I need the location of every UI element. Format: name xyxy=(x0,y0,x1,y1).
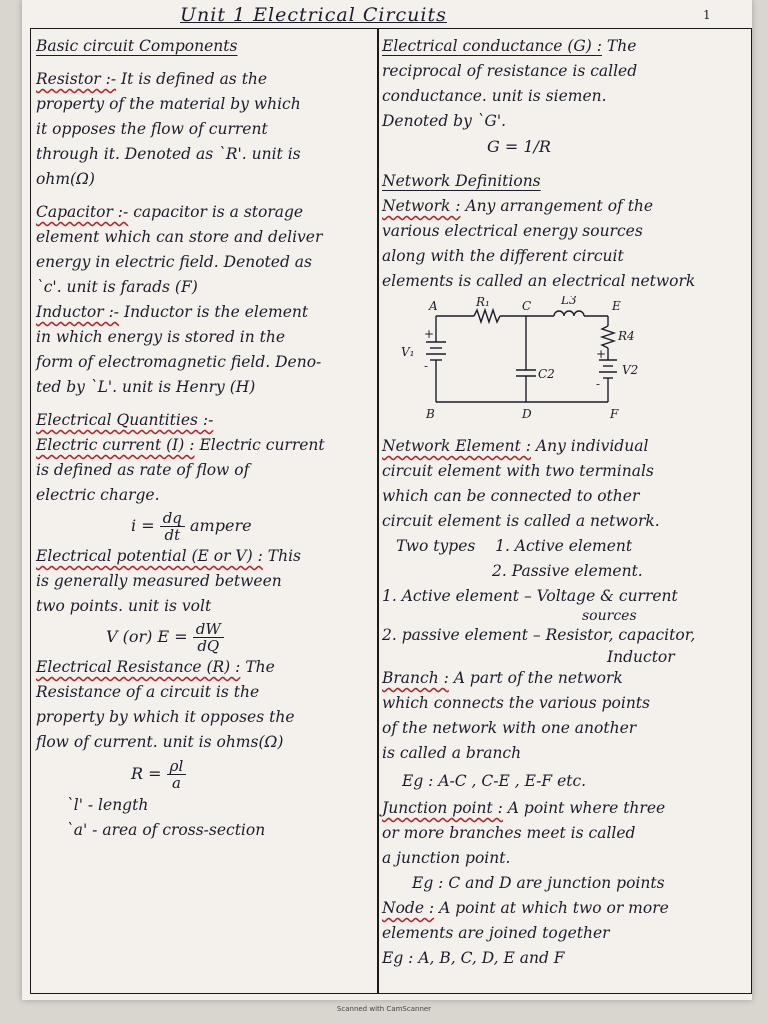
capacitor-text: element which can store and deliver xyxy=(36,228,323,246)
network-definitions-heading: Network Definitions xyxy=(382,172,541,190)
component-label: V2 xyxy=(622,363,639,377)
node-label: F xyxy=(610,407,619,421)
resistance-label: Electrical Resistance (R) : xyxy=(36,658,241,676)
page-number: 1 xyxy=(703,8,711,22)
node-label: B xyxy=(426,407,435,421)
capacitor-text: `c'. unit is farads (F) xyxy=(36,278,198,296)
network-element-text: which can be connected to other xyxy=(382,487,640,505)
resistor-text: ohm(Ω) xyxy=(36,170,95,188)
inductor-text: form of electromagnetic field. Deno- xyxy=(36,353,322,371)
node-text: elements are joined together xyxy=(382,924,610,942)
network-element-text: circuit element with two terminals xyxy=(382,462,654,480)
polarity-label: + xyxy=(424,327,435,341)
resistance-formula: R = $\frac{\rho l}{a}$ xyxy=(36,755,374,793)
potential-label: Electrical potential (E or V) : xyxy=(36,547,263,565)
component-label: C2 xyxy=(538,367,555,381)
component-label: V₁ xyxy=(401,345,415,359)
resistor-text: it opposes the flow of current xyxy=(36,120,268,138)
page-title: Unit 1 Electrical Circuits xyxy=(180,4,447,26)
basic-components-heading: Basic circuit Components xyxy=(36,37,238,55)
types-line: 2. Passive element. xyxy=(492,562,643,580)
node-example: Eg : A, B, C, D, E and F xyxy=(382,949,565,967)
conductance-text: The xyxy=(606,37,637,55)
potential-text: This xyxy=(267,547,301,565)
resistor-text: It is defined as the xyxy=(121,70,268,88)
conductance-formula: G = 1/R xyxy=(487,137,551,156)
circuit-diagram xyxy=(396,296,646,424)
inductor-text: ted by `L'. unit is Henry (H) xyxy=(36,378,256,396)
network-text: Any arrangement of the xyxy=(465,197,654,215)
branch-text: which connects the various points xyxy=(382,694,650,712)
definition-line: 1. Active element – Voltage & current xyxy=(382,587,678,605)
resistance-text: flow of current. unit is ohms(Ω) xyxy=(36,733,284,751)
branch-text: is called a branch xyxy=(382,744,522,762)
network-text: various electrical energy sources xyxy=(382,222,643,240)
node-label: C xyxy=(522,299,532,313)
node-text: A point at which two or more xyxy=(439,899,669,917)
resistance-note: `l' - length xyxy=(66,796,149,814)
resistance-text: Resistance of a circuit is the xyxy=(36,683,260,701)
current-formula: i = $\frac{dq}{dt}$ ampere xyxy=(131,509,252,544)
quantities-heading: Electrical Quantities :- xyxy=(36,411,214,429)
network-text: along with the different circuit xyxy=(382,247,624,265)
current-label: Electric current (I) : xyxy=(36,436,195,454)
types-line: Two types 1. Active element xyxy=(396,537,633,555)
inductor-label: Inductor :- xyxy=(36,303,120,321)
network-element-text: circuit element is called a network. xyxy=(382,512,660,530)
definition-line: sources xyxy=(582,608,637,624)
branch-label: Branch : xyxy=(382,669,449,687)
junction-text: A point where three xyxy=(507,799,666,817)
node-label: A xyxy=(429,299,438,313)
node-def-label: Node : xyxy=(382,899,435,917)
network-element-text: Any individual xyxy=(535,437,649,455)
network-text: elements is called an electrical network xyxy=(382,272,696,290)
junction-text: a junction point. xyxy=(382,849,511,867)
conductance-label: Electrical conductance (G) : xyxy=(382,37,602,55)
resistor-label: Resistor :- xyxy=(36,70,117,88)
resistance-note: `a' - area of cross-section xyxy=(66,821,266,839)
conductance-text: Denoted by `G'. xyxy=(382,112,507,130)
capacitor-text: energy in electric field. Denoted as xyxy=(36,253,313,271)
conductance-text: conductance. unit is siemen. xyxy=(382,87,607,105)
network-element-label: Network Element : xyxy=(382,437,531,455)
potential-text: two points. unit is volt xyxy=(36,597,212,615)
network-label: Network : xyxy=(382,197,461,215)
polarity-label: + xyxy=(596,347,607,361)
right-column xyxy=(382,34,746,971)
node-label: E xyxy=(612,299,621,313)
resistor-text: through it. Denoted as `R'. unit is xyxy=(36,145,301,163)
resistance-text: The xyxy=(245,658,275,676)
component-label: R4 xyxy=(618,329,635,343)
potential-text: is generally measured between xyxy=(36,572,282,590)
node-label: D xyxy=(522,407,532,421)
definition-line: Inductor xyxy=(607,648,675,666)
component-label: R₁ xyxy=(476,296,490,309)
branch-text: of the network with one another xyxy=(382,719,637,737)
junction-label: Junction point : xyxy=(382,799,503,817)
junction-text: or more branches meet is called xyxy=(382,824,636,842)
scanner-watermark: Scanned with CamScanner xyxy=(336,1005,432,1013)
capacitor-label: Capacitor :- xyxy=(36,203,129,221)
capacitor-text: capacitor is a storage xyxy=(133,203,304,221)
resistance-text: property by which it opposes the xyxy=(36,708,295,726)
potential-formula: V (or) E = $\frac{dW}{dQ}$ xyxy=(36,619,374,655)
current-text: electric charge. xyxy=(36,486,160,504)
branch-text: A part of the network xyxy=(453,669,623,687)
column-divider xyxy=(377,28,379,993)
branch-example: Eg : A-C , C-E , E-F etc. xyxy=(402,772,587,790)
resistor-text: property of the material by which xyxy=(36,95,301,113)
polarity-label: - xyxy=(596,377,601,391)
polarity-label: - xyxy=(424,359,429,373)
current-text: Electric current xyxy=(199,436,325,454)
inductor-text: Inductor is the element xyxy=(124,303,309,321)
junction-example: Eg : C and D are junction points xyxy=(412,874,665,892)
current-text: is defined as rate of flow of xyxy=(36,461,250,479)
inductor-text: in which energy is stored in the xyxy=(36,328,286,346)
component-label: L3 xyxy=(561,296,577,307)
conductance-text: reciprocal of resistance is called xyxy=(382,62,638,80)
left-column xyxy=(36,34,374,843)
definition-line: 2. passive element – Resistor, capacitor, xyxy=(382,626,696,644)
